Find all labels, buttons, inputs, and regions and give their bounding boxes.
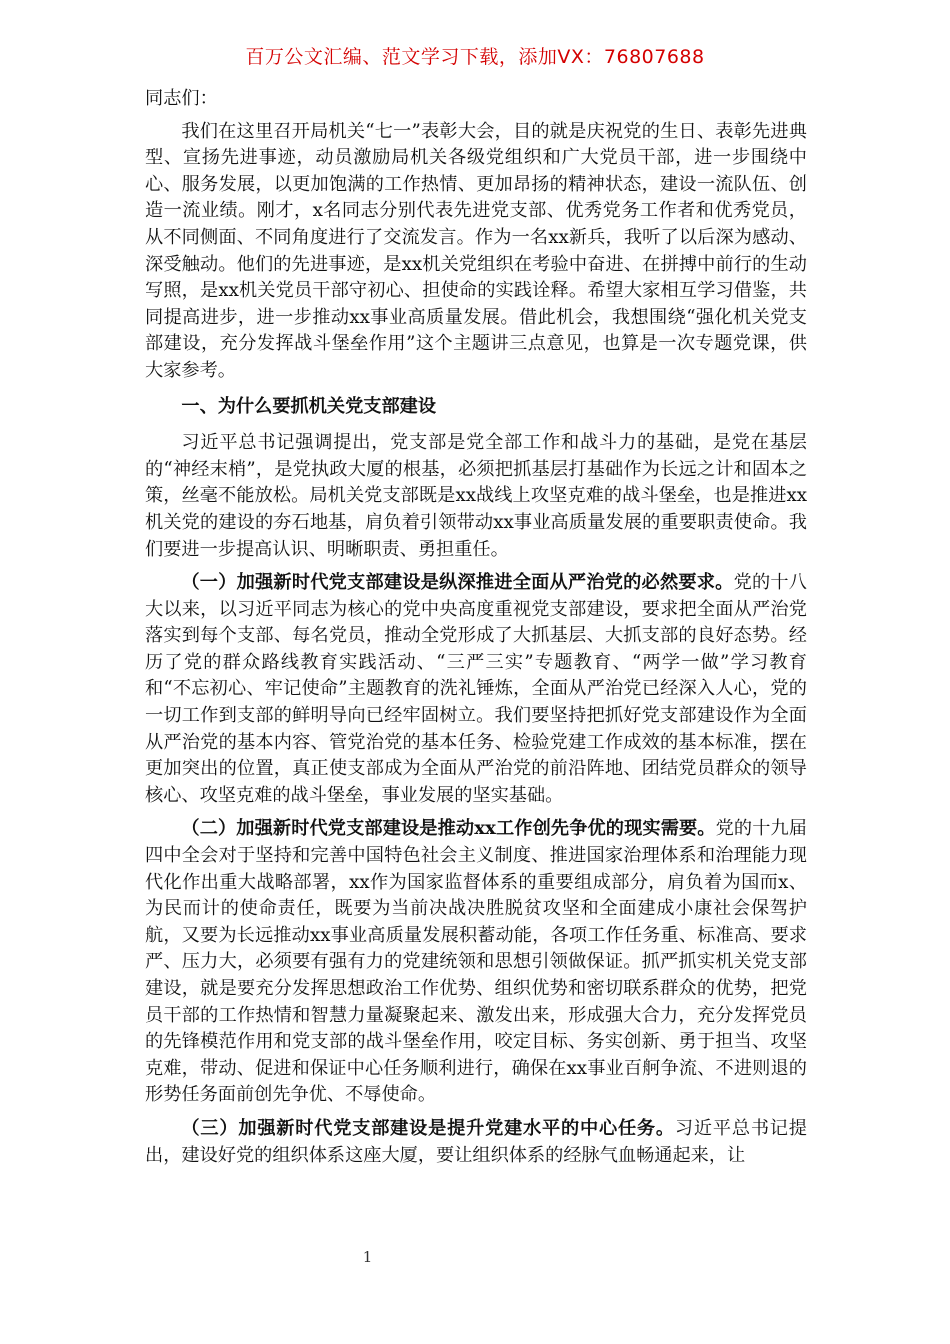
document-body [145, 86, 807, 1176]
point-body-3: 习近平总书记提出，建设好党的组织体系这座大厦，要让组织体系的经脉气血畅通起来，让 [145, 1117, 807, 1166]
promo-banner: 百万公文汇编、范文学习下载，添加VX：76807688 [245, 46, 705, 68]
point-paragraph-2 [145, 816, 807, 1109]
section-paragraph: 习近平总书记强调提出，党支部是党全部工作和战斗力的基础，是党在基层的“神经末梢”，是党执政大厦的根基，必须把抓基层打基础作为长远之计和固本之策，丝毫不能放松。局机关党支部既是xx战线上攻坚克难的战斗堡垒，也是推进xx机关党的建设的夯石地基，肩负着引领带动xx事业高质量发展的重要职责使命。我们要进一步提高认识、明晰职责、勇担重任。 [145, 432, 807, 560]
point-paragraph-1 [145, 570, 807, 809]
point-title-1: （一）加强新时代党支部建设是纵深推进全面从严治党的必然要求。 [181, 572, 734, 594]
greeting: 同志们： [145, 88, 218, 109]
point-title-3: （三）加强新时代党支部建设是提升党建水平的中心任务。 [181, 1117, 675, 1139]
point-paragraph-3 [145, 1116, 807, 1169]
point-body-1: 党的十八大以来，以习近平同志为核心的党中央高度重视党支部建设，要求把全面从严治党落实到每个支部、每名党员，推动全党形成了大抓基层、大抓支部的良好态势。经历了党的群众路线教育实践活动、“三严三实”专题教育、“两学一做”学习教育和“不忘初心、牢记使命”主题教育的洗礼锤炼，全面从严治党已经深入人心，党的一切工作到支部的鲜明导向已经牢固树立。我们要坚持把抓好党支部建设作为全面从严治党的基本内容、管党治党的基本任务、检验党建工作成效的基本标准，摆在更加突出的位置，真正使支部成为全面从严治党的前沿阵地、团结党员群众的领导核心、攻坚克难的战斗堡垒，事业发展的坚实基础。 [145, 572, 807, 806]
point-title-2: （二）加强新时代党支部建设是推动xx工作创先争优的现实需要。 [181, 818, 716, 840]
point-body-2: 党的十九届四中全会对于坚持和完善中国特色社会主义制度、推进国家治理体系和治理能力现代化作出重大战略部署，xx作为国家监督体系的重要组成部分，肩负着为国而x、为民而计的使命责任，既要为当前决战决胜脱贫攻坚和全面建成小康社会保驾护航，又要为长远推动xx事业高质量发展积蓄动能，各项工作任务重、标准高、要求严、压力大，必须要有强有力的党建统领和思想引领做保证。抓严抓实机关党支部建设，就是要充分发挥思想政治工作优势、组织优势和密切联系群众的优势，把党员干部的工作热情和智慧力量凝聚起来、激发出来，形成强大合力，充分发挥党员的先锋模范作用和党支部的战斗堡垒作用，咬定目标、务实创新、勇于担当、攻坚克难，带动、促进和保证中心任务顺利进行，确保在xx事业百舸争流、不进则退的形势任务面前创先争优、不辱使命。 [145, 818, 807, 1106]
intro-paragraph: 我们在这里召开局机关“七一”表彰大会，目的就是庆祝党的生日、表彰先进典型、宣扬先进事迹，动员激励局机关各级党组织和广大党员干部，进一步围绕中心、服务发展，以更加饱满的工作热情、更加昂扬的精神状态，建设一流队伍、创造一流业绩。刚才，x名同志分别代表先进党支部、优秀党务工作者和优秀党员，从不同侧面、不同角度进行了交流发言。作为一名xx新兵，我听了以后深为感动、深受触动。他们的先进事迹，是xx机关党组织在考验中奋进、在拼搏中前行的生动写照，是xx机关党员干部守初心、担使命的实践诠释。希望大家相互学习借鉴，共同提高进步，进一步推动xx事业高质量发展。借此机会，我想围绕“强化机关党支部建设，充分发挥战斗堡垒作用”这个主题讲三点意见，也算是一次专题党课，供大家参考。 [145, 120, 807, 381]
page-number: 1 [362, 1248, 373, 1266]
section-heading: 一、为什么要抓机关党支部建设 [181, 395, 437, 417]
